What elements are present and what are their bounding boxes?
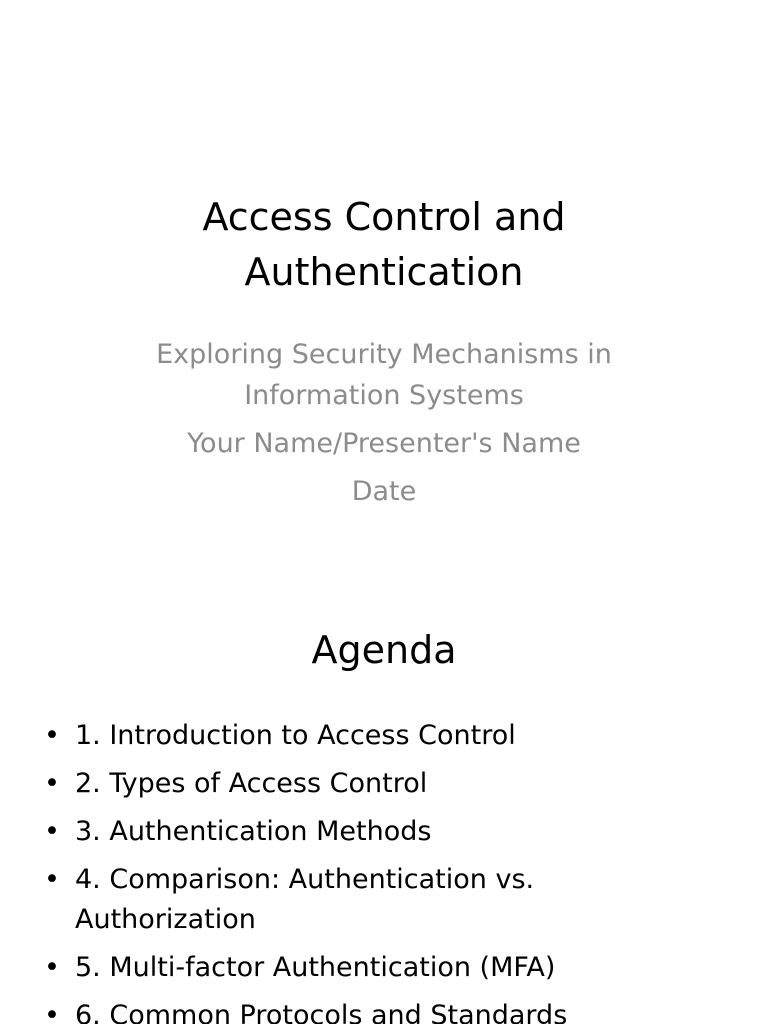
bullet-icon: •: [44, 768, 60, 799]
bullet-icon: •: [44, 952, 60, 983]
list-item-text: 1. Introduction to Access Control: [75, 720, 516, 751]
list-item: [40, 716, 720, 756]
list-item: [40, 764, 720, 804]
list-item-text: 6. Common Protocols and Standards: [75, 1000, 568, 1024]
slide-subtitle: [100, 334, 668, 519]
list-item: [40, 812, 720, 852]
agenda-title: Agenda: [311, 628, 457, 672]
bullet-icon: •: [44, 1000, 60, 1024]
list-item-text: 3. Authentication Methods: [75, 816, 432, 847]
list-item-text: 2. Types of Access Control: [75, 768, 428, 799]
agenda-list: [40, 716, 720, 1024]
list-item: [40, 996, 720, 1024]
subtitle-line: Exploring Security Mechanisms in Information Systems: [156, 339, 612, 411]
presentation-date: Date: [351, 476, 417, 507]
list-item-text: 5. Multi-factor Authentication (MFA): [75, 952, 556, 983]
list-item: [40, 860, 720, 940]
list-item-text: 4. Comparison: Authentication vs. Authorization: [75, 864, 535, 935]
bullet-icon: •: [44, 720, 60, 751]
agenda-slide: [0, 576, 768, 1024]
slide-title: Access Control and Authentication: [202, 195, 566, 294]
bullet-icon: •: [44, 864, 60, 895]
bullet-icon: •: [44, 816, 60, 847]
presenter-name: Your Name/Presenter's Name: [187, 428, 581, 459]
list-item: [40, 948, 720, 988]
